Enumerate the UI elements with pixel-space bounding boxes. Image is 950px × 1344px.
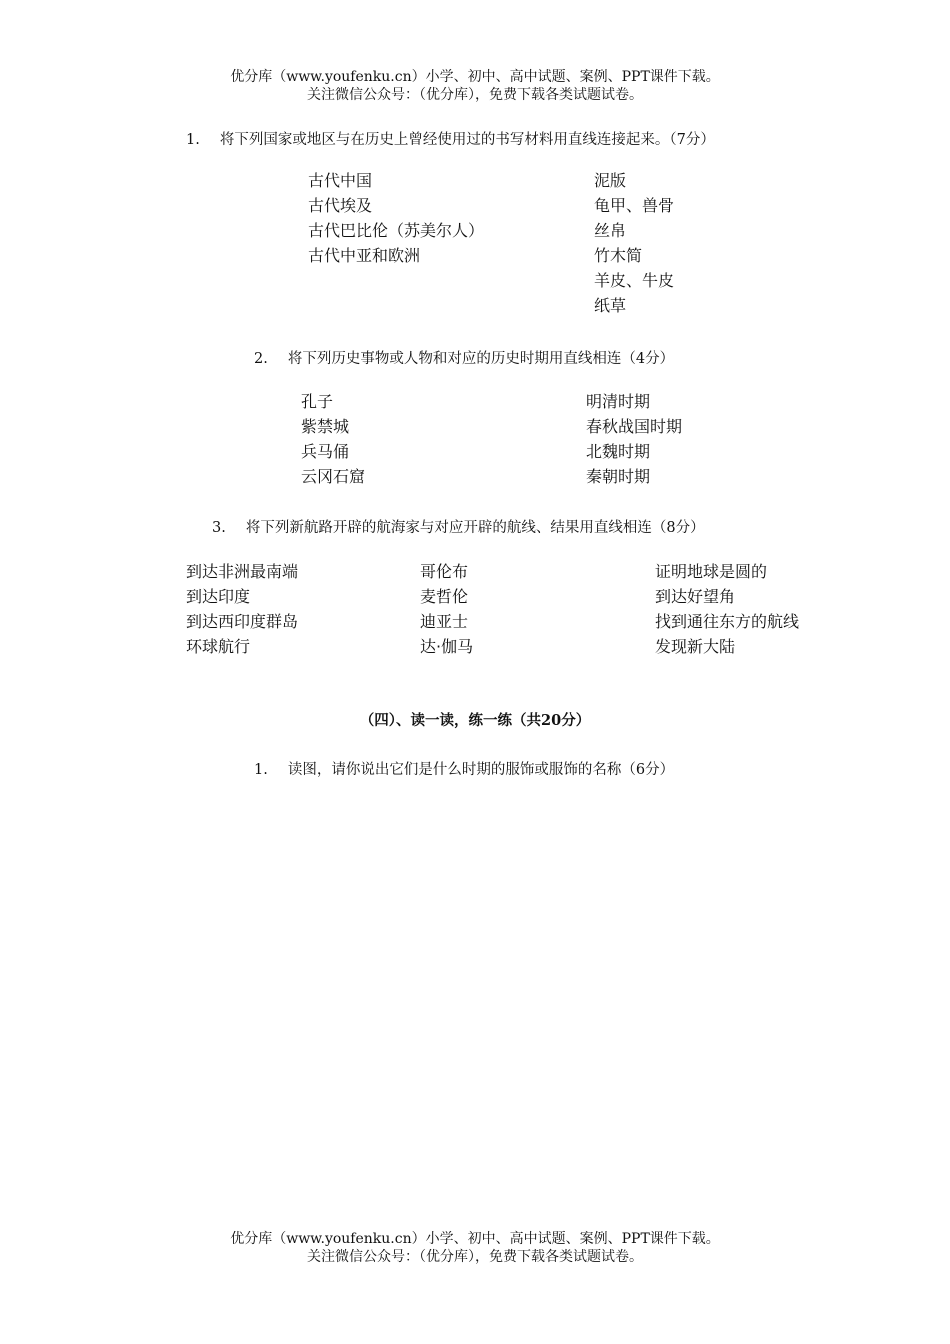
question-3-column-2 bbox=[420, 559, 473, 659]
question-2-right-column bbox=[586, 389, 682, 489]
list-item: 证明地球是圆的 bbox=[655, 562, 768, 581]
list-item: 泥版 bbox=[594, 171, 627, 190]
list-item: 到达非洲最南端 bbox=[186, 562, 299, 581]
list-item: 竹木简 bbox=[594, 246, 643, 265]
section-4-title: （四）、读一读，练一练（共20分） bbox=[359, 712, 591, 729]
header-line-2: 关注微信公众号：（优分库），免费下载各类试题试卷。 bbox=[307, 87, 643, 103]
list-item: 找到通往东方的航线 bbox=[655, 612, 800, 631]
list-item: 明清时期 bbox=[586, 392, 651, 411]
list-item: 环球航行 bbox=[186, 637, 251, 656]
question-2-text: 将下列历史事物或人物和对应的历史时期用直线相连（4分） bbox=[287, 351, 675, 367]
question-2-left-column bbox=[301, 389, 365, 489]
footer-line-2: 关注微信公众号：（优分库），免费下载各类试题试卷。 bbox=[307, 1249, 643, 1265]
list-item: 龟甲、兽骨 bbox=[594, 196, 675, 215]
list-item: 北魏时期 bbox=[586, 442, 651, 461]
list-item: 孔子 bbox=[301, 392, 334, 411]
question-3-text: 将下列新航路开辟的航海家与对应开辟的航线、结果用直线相连（8分） bbox=[245, 520, 705, 536]
list-item: 紫禁城 bbox=[301, 417, 350, 436]
list-item: 麦哲伦 bbox=[420, 587, 469, 606]
question-3-column-3 bbox=[655, 559, 799, 659]
list-item: 迪亚士 bbox=[420, 612, 469, 631]
question-1-right-column bbox=[594, 168, 674, 318]
question-3 bbox=[212, 516, 705, 537]
list-item: 兵马俑 bbox=[301, 442, 350, 461]
question-1-number: 1. bbox=[186, 132, 200, 148]
list-item: 春秋战国时期 bbox=[586, 417, 683, 436]
question-2-number: 2. bbox=[254, 351, 268, 367]
list-item: 古代埃及 bbox=[308, 196, 373, 215]
list-item: 到达西印度群岛 bbox=[186, 612, 299, 631]
question-1 bbox=[186, 128, 715, 149]
section-4-question-1-text: 读图，请你说出它们是什么时期的服饰或服饰的名称（6分） bbox=[287, 762, 675, 778]
list-item: 古代中亚和欧洲 bbox=[308, 246, 421, 265]
list-item: 秦朝时期 bbox=[586, 467, 651, 486]
question-1-text: 将下列国家或地区与在历史上曾经使用过的书写材料用直线连接起来。（7分） bbox=[219, 132, 715, 148]
list-item: 云冈石窟 bbox=[301, 467, 366, 486]
list-item: 古代巴比伦（苏美尔人） bbox=[308, 221, 485, 240]
page-footer bbox=[0, 1230, 950, 1266]
section-4-question-1 bbox=[254, 758, 674, 779]
list-item: 纸草 bbox=[594, 296, 627, 315]
list-item: 发现新大陆 bbox=[655, 637, 736, 656]
list-item: 到达印度 bbox=[186, 587, 251, 606]
list-item: 羊皮、牛皮 bbox=[594, 271, 675, 290]
list-item: 古代中国 bbox=[308, 171, 373, 190]
question-3-number: 3. bbox=[212, 520, 226, 536]
list-item: 哥伦布 bbox=[420, 562, 469, 581]
list-item: 到达好望角 bbox=[655, 587, 736, 606]
header-line-1: 优分库（www.youfenku.cn）小学、初中、高中试题、案例、PPT课件下载。 bbox=[230, 69, 720, 85]
list-item: 达·伽马 bbox=[420, 637, 474, 656]
question-2 bbox=[254, 347, 674, 368]
footer-line-1: 优分库（www.youfenku.cn）小学、初中、高中试题、案例、PPT课件下载。 bbox=[230, 1231, 720, 1247]
question-1-left-column bbox=[308, 168, 484, 268]
list-item: 丝帛 bbox=[594, 221, 627, 240]
page-header bbox=[0, 68, 950, 104]
section-4-question-1-number: 1. bbox=[254, 762, 268, 778]
question-3-column-1 bbox=[186, 559, 298, 659]
